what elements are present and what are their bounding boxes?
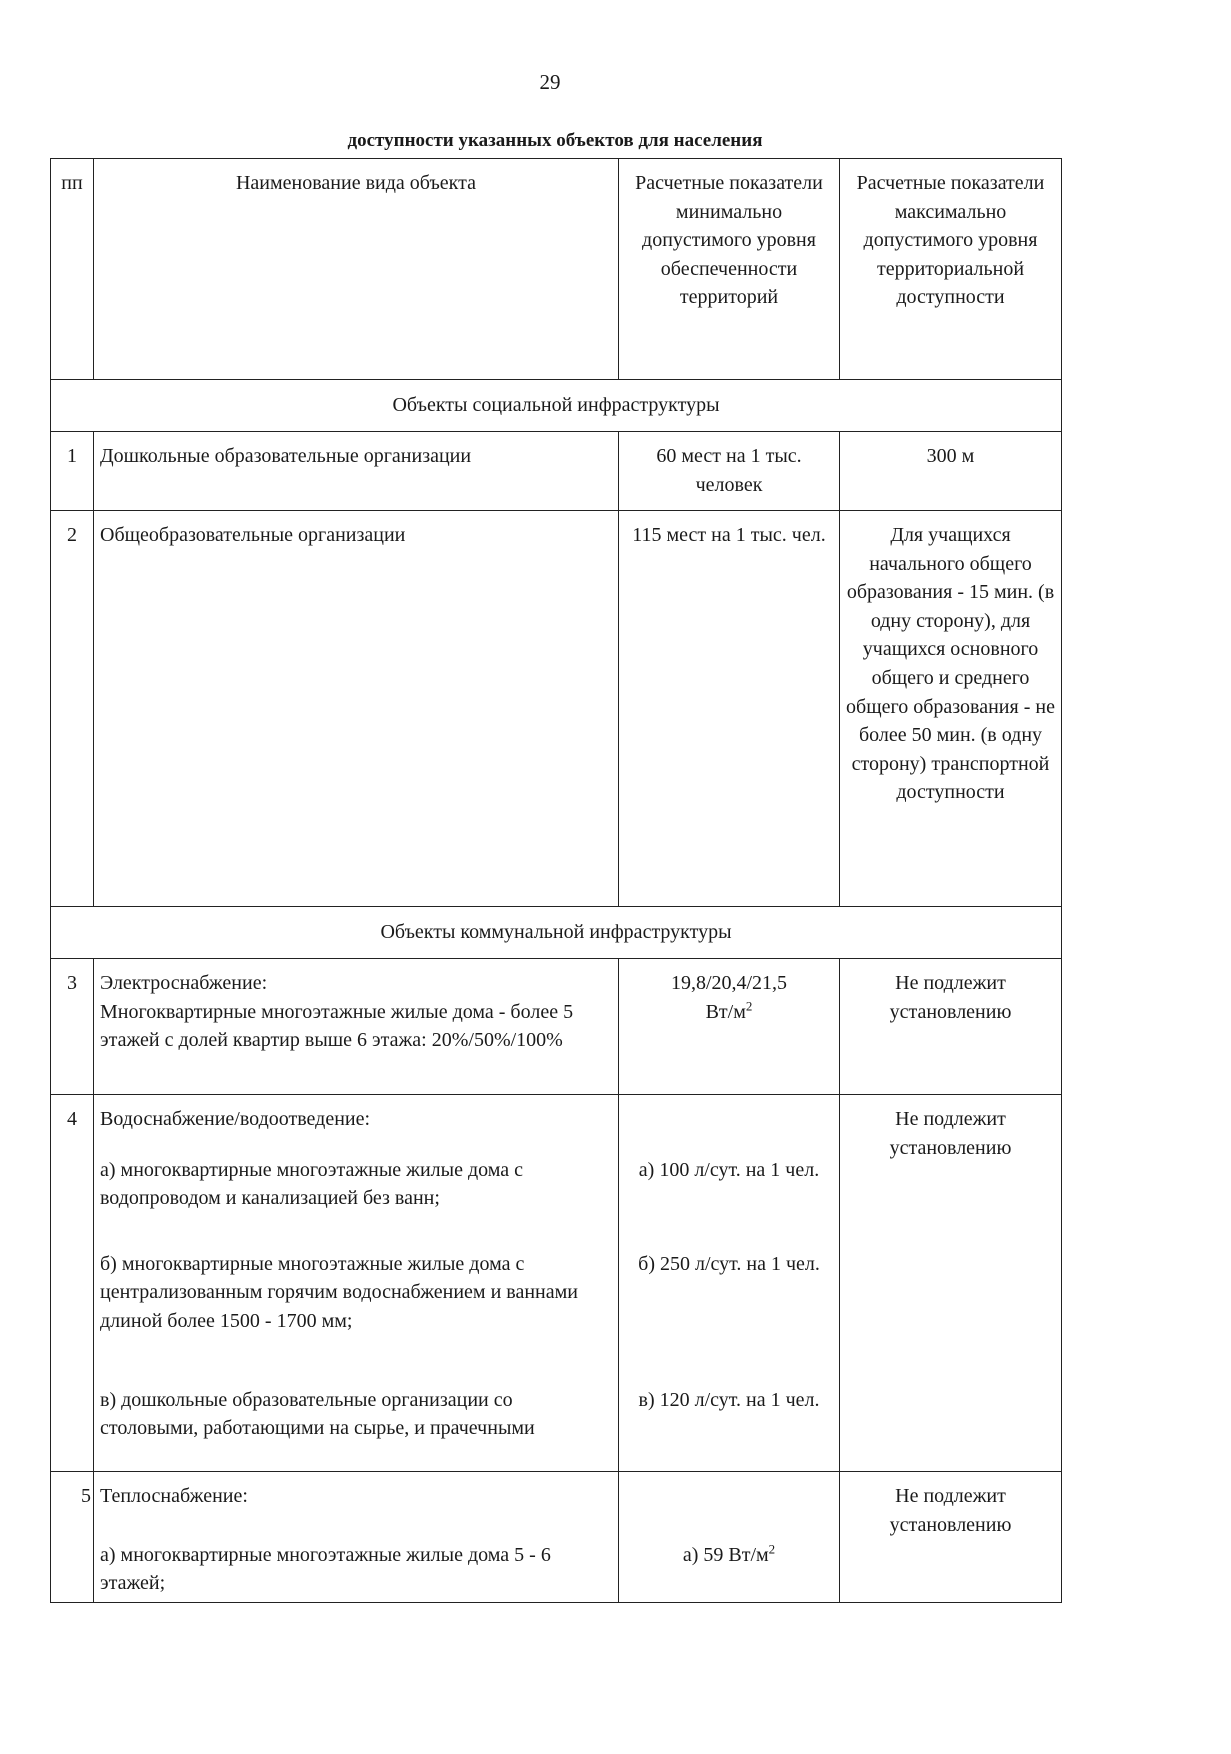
header-num: пп [51,159,94,380]
section-row [51,380,1062,432]
row-num: 3 [51,959,94,1095]
row-num: 4 [51,1095,94,1472]
row-name [94,1472,619,1603]
row-name-title: Электроснабжение: [100,972,268,994]
subitem-name: а) многоквартирные многоэтажные жилые дома 5 - 6 этажей; [100,1543,551,1595]
row-min-value: 19,8/20,4/21,5 [670,972,788,994]
header-max: Расчетные показатели максимально допустимого уровня территориальной доступности [840,159,1062,380]
row-min: 60 мест на 1 тыс. человек [619,432,840,511]
row-num: 5 [51,1472,94,1603]
subitem-name: в) дошкольные образовательные организации со столовыми, работающими на сырье, и прачечными [100,1388,535,1440]
header-min: Расчетные показатели минимально допустимого уровня обеспеченности территорий [619,159,840,380]
unit-superscript: 2 [768,1540,776,1556]
table-row [51,511,1062,907]
row-max: Не подлежит установлению [840,1095,1062,1472]
row-name-title: Водоснабжение/водоотведение: [100,1108,371,1130]
subitem-min: в) 120 л/сут. на 1 чел. [638,1388,820,1411]
unit-superscript: 2 [745,997,753,1013]
row-max: Не подлежит установлению [840,1472,1062,1603]
subitem-min: б) 250 л/сут. на 1 чел. [638,1252,820,1275]
page-number: 29 [539,70,561,94]
section-row [51,907,1062,959]
section-social: Объекты социальной инфраструктуры [51,380,1062,432]
row-min [619,1095,840,1472]
table-row [51,959,1062,1095]
subitem-name: б) многоквартирные многоэтажные жилые дома с централизованным горячим водоснабжением и ваннами длиной более 1500 - 1700 мм; [100,1252,578,1332]
table-row [51,432,1062,511]
row-max: 300 м [840,432,1062,511]
row-name [94,959,619,1095]
table-row [51,1095,1062,1472]
norms-table [50,158,1062,1603]
row-name-detail: Многоквартирные многоэтажные жилые дома - более 5 этажей с долей квартир выше 6 этажа: 20%/50%/100% [100,1000,574,1052]
table-row [51,1472,1062,1603]
table-title: доступности указанных объектов для населения [347,130,763,151]
row-num: 1 [51,432,94,511]
row-min-unit: Вт/м [705,1000,746,1023]
row-max: Для учащихся начального общего образования - 15 мин. (в одну сторону), для учащихся основного общего и среднего общего образования - не более 50 мин. (в одну сторону) транспортной доступности [840,511,1062,907]
section-communal: Объекты коммунальной инфраструктуры [51,907,1062,959]
subitem-min: а) 59 Вт/м [682,1543,769,1566]
subitem-min: а) 100 л/сут. на 1 чел. [638,1158,820,1181]
row-name: Общеобразовательные организации [94,511,619,907]
subitem-name: а) многоквартирные многоэтажные жилые дома с водопроводом и канализацией без ванн; [100,1158,524,1210]
row-min [619,959,840,1095]
row-num: 2 [51,511,94,907]
table-header-row [51,159,1062,380]
row-min: 115 мест на 1 тыс. чел. [619,511,840,907]
header-name: Наименование вида объекта [94,159,619,380]
row-min [619,1472,840,1603]
row-name-title: Теплоснабжение: [100,1485,248,1507]
row-name [94,1095,619,1472]
row-name: Дошкольные образовательные организации [94,432,619,511]
row-max: Не подлежит установлению [840,959,1062,1095]
